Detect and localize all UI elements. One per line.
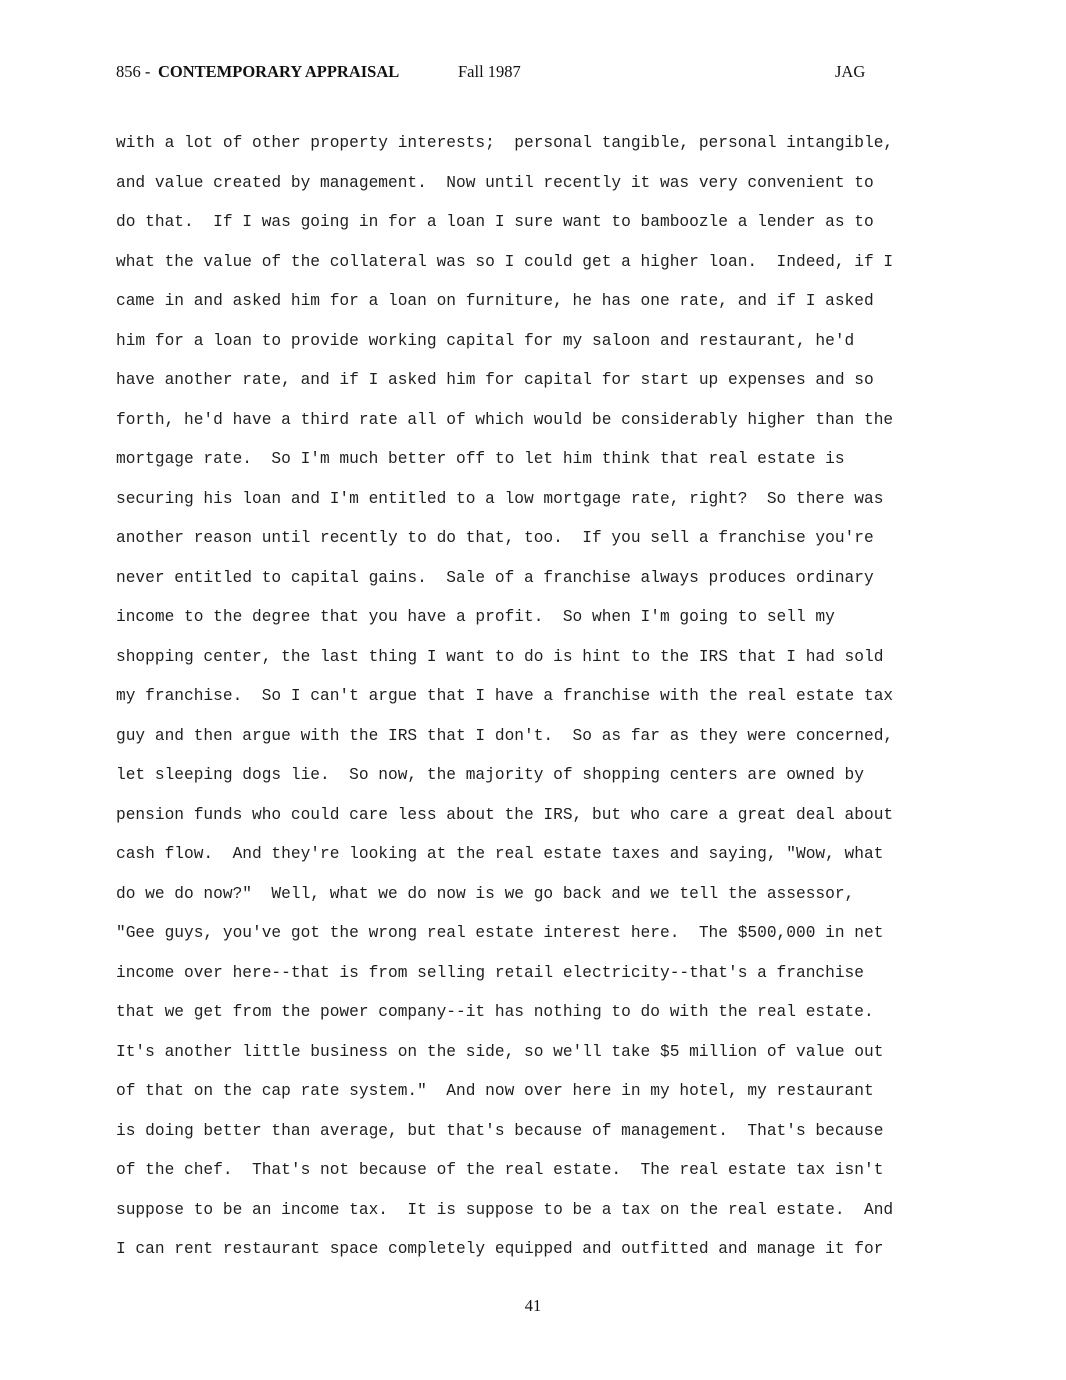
text-line: what the value of the collateral was so I could get a higher loan. Indeed, if I — [116, 252, 894, 271]
text-line: I can rent restaurant space completely equipped and outfitted and manage it for — [116, 1240, 884, 1258]
header-course-number: 856 - — [116, 62, 151, 81]
text-line: "Gee guys, you've got the wrong real estate interest here. The $500,000 in net — [116, 924, 884, 942]
page-number: 41 — [524, 1296, 542, 1315]
text-line: of the chef. That's not because of the real estate. The real estate tax isn't — [116, 1161, 884, 1179]
text-line: It's another little business on the side, so we'll take $5 million of value out — [116, 1042, 884, 1061]
text-line: have another rate, and if I asked him for capital for start up expenses and so — [116, 371, 874, 389]
text-line: another reason until recently to do that, too. If you sell a franchise you're — [116, 529, 874, 547]
text-line: shopping center, the last thing I want to do is hint to the IRS that I had sold — [116, 647, 884, 666]
text-line: forth, he'd have a third rate all of which would be considerably higher than the — [116, 410, 894, 429]
text-line: never entitled to capital gains. Sale of a franchise always produces ordinary — [116, 568, 874, 587]
text-line: income over here--that is from selling retail electricity--that's a franchise — [116, 963, 864, 982]
text-line: mortgage rate. So I'm much better off to let him think that real estate is — [116, 450, 845, 468]
text-line: guy and then argue with the IRS that I don't. So as far as they were concerned, — [116, 726, 894, 745]
text-line: securing his loan and I'm entitled to a low mortgage rate, right? So there was — [116, 489, 884, 508]
text-line: came in and asked him for a loan on furniture, he has one rate, and if I asked — [116, 292, 874, 310]
text-line: income to the degree that you have a profit. So when I'm going to sell my — [116, 608, 835, 626]
text-line: do that. If I was going in for a loan I sure want to bamboozle a lender as to — [116, 213, 874, 231]
header-initials: JAG — [835, 62, 866, 81]
text-line: pension funds who could care less about the IRS, but who care a great deal about — [116, 805, 894, 824]
text-line: him for a loan to provide working capital for my saloon and restaurant, he'd — [116, 331, 855, 350]
text-line: and value created by management. Now until recently it was very convenient to — [116, 173, 874, 192]
text-line: do we do now?" Well, what we do now is we go back and we tell the assessor, — [116, 884, 855, 903]
text-line: that we get from the power company--it has nothing to do with the real estate. — [116, 1003, 874, 1021]
page-header — [116, 62, 876, 86]
text-line: with a lot of other property interests; personal tangible, personal intangible, — [116, 134, 894, 152]
header-term: Fall 1987 — [458, 62, 521, 81]
text-line: of that on the cap rate system." And now over here in my hotel, my restaurant — [116, 1082, 874, 1100]
text-line: is doing better than average, but that's because of management. That's because — [116, 1121, 884, 1140]
header-course-title: CONTEMPORARY APPRAISAL — [158, 62, 400, 81]
text-line: cash flow. And they're looking at the real estate taxes and saying, "Wow, what — [116, 845, 884, 863]
text-line: my franchise. So I can't argue that I have a franchise with the real estate tax — [116, 687, 894, 705]
transcript-body — [116, 124, 956, 1270]
text-line: suppose to be an income tax. It is suppose to be a tax on the real estate. And — [116, 1200, 894, 1219]
text-line: let sleeping dogs lie. So now, the majority of shopping centers are owned by — [116, 766, 864, 784]
